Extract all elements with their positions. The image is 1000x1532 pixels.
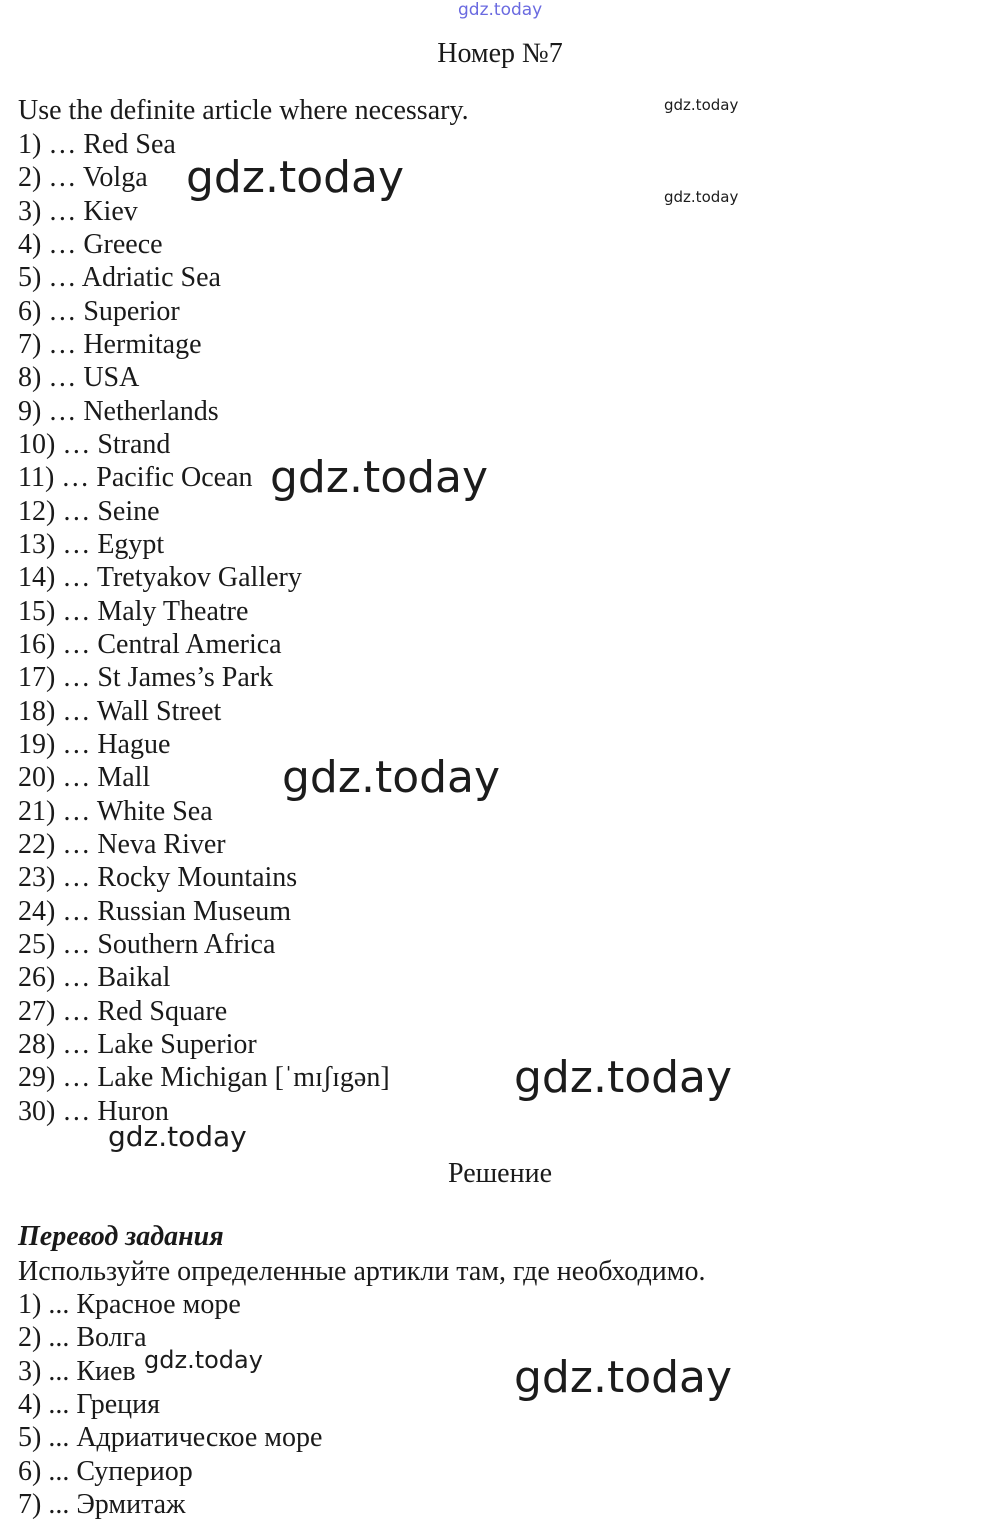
list-item: 16) … Central America [18,629,282,660]
watermark: gdz.today [664,96,739,114]
list-item: 21) … White Sea [18,796,213,827]
list-item: 23) … Rocky Mountains [18,862,298,893]
list-item: 14) … Tretyakov Gallery [18,562,302,593]
solution-heading: Решение [447,1158,552,1189]
list-item: 18) … Wall Street [18,696,222,727]
list-item: 17) … St James’s Park [18,662,274,693]
watermark: gdz.today [144,1346,263,1374]
instruction-text: Use the definite article where necessary. [18,95,469,126]
translation-item: 4) ... Греция [18,1389,161,1420]
exercise-title: Номер №7 [437,38,563,69]
list-item: 11) … Pacific Ocean [18,462,253,493]
list-item: 27) … Red Square [18,996,228,1027]
translation-item: 7) ... Эрмитаж [18,1489,186,1520]
list-item: 20) … Mall [18,762,151,793]
list-item: 19) … Hague [18,729,171,760]
translation-item: 5) ... Адриатическое море [18,1422,323,1453]
list-item: 6) … Superior [18,296,180,327]
list-item: 8) … USA [18,362,140,393]
list-item: 22) … Neva River [18,829,226,860]
list-item: 10) … Strand [18,429,171,460]
translation-item: 2) ... Волга [18,1322,147,1353]
list-item: 29) … Lake Michigan [ˈmɪʃɪgən] [18,1062,390,1093]
watermark: gdz.today [282,752,501,803]
list-item: 30) … Huron [18,1096,169,1127]
watermark: gdz.today [514,1052,733,1103]
translation-instruction: Используйте определенные артикли там, где необходимо. [18,1256,706,1287]
watermark: gdz.today [108,1120,247,1153]
list-item: 26) … Baikal [18,962,171,993]
list-item: 9) … Netherlands [18,396,219,427]
list-item: 15) … Maly Theatre [18,596,249,627]
translation-item: 6) ... Супериор [18,1456,193,1487]
list-item: 4) … Greece [18,229,163,260]
watermark-top: gdz.today [458,0,543,20]
watermark: gdz.today [514,1352,733,1403]
watermark: gdz.today [270,452,489,503]
list-item: 24) … Russian Museum [18,896,291,927]
list-item: 2) … Volga [18,162,148,193]
translation-heading: Перевод задания [18,1221,224,1252]
translation-item: 3) ... Киев [18,1356,136,1387]
list-item: 1) … Red Sea [18,129,176,160]
translation-item: 1) ... Красное море [18,1289,241,1320]
list-item: 7) … Hermitage [18,329,202,360]
list-item: 28) … Lake Superior [18,1029,257,1060]
list-item: 3) … Kiev [18,196,138,227]
list-item: 5) … Adriatic Sea [18,262,221,293]
watermark: gdz.today [664,188,739,206]
list-item: 12) … Seine [18,496,160,527]
list-item: 13) … Egypt [18,529,165,560]
list-item: 25) … Southern Africa [18,929,276,960]
watermark: gdz.today [186,152,405,203]
